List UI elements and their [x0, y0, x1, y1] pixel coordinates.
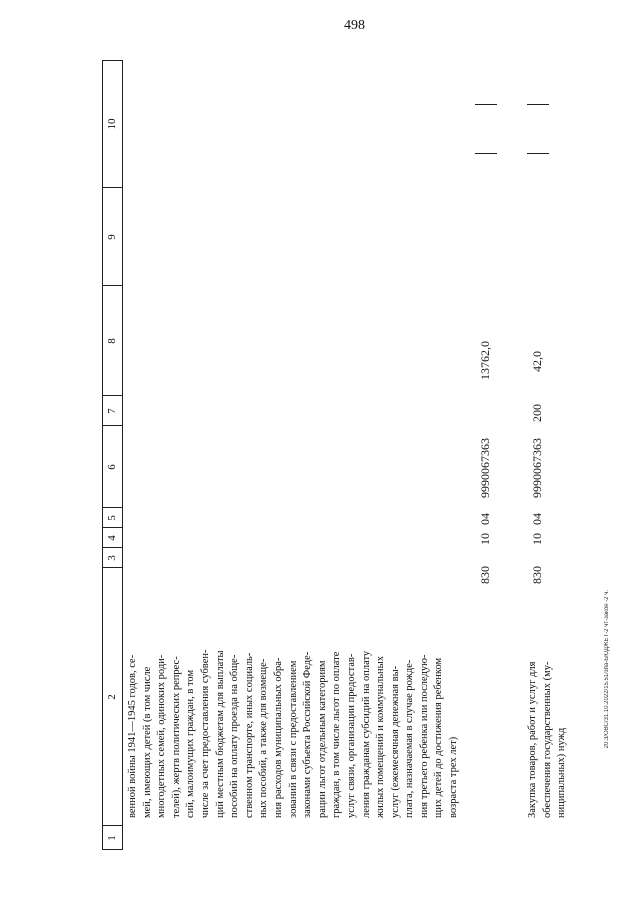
description-line: ления гражданам субсидий на оплату: [360, 650, 372, 818]
description-line: ниципальных) нужд: [556, 727, 568, 818]
description-line: ния расходов муниципальных обра-: [272, 657, 284, 818]
row-1-description: [126, 570, 462, 818]
column-header-2: 2: [106, 694, 118, 700]
description-line: рации льгот отдельным категориям: [316, 660, 328, 818]
description-line: плата, назначаемая в случае рожде-: [404, 659, 416, 818]
row-1-col-4: 10: [478, 533, 492, 545]
row-2-col-3: 830: [530, 566, 544, 584]
column-header-3: 3: [106, 555, 118, 561]
description-line: пособий на оплату проезда на обще-: [229, 654, 241, 818]
row-2-col-8: 42,0: [530, 351, 544, 372]
description-line: ных пособий, а также для возмеще-: [258, 658, 270, 818]
description-line: услуг связи, организации предостав-: [345, 653, 357, 818]
row-1-col-10-dash: [475, 104, 497, 105]
column-header-8: 8: [106, 338, 118, 344]
description-line: щих детей до достижения ребенком: [433, 657, 445, 818]
column-header-10: 10: [106, 118, 118, 130]
row-1-col-6: 9990067363: [478, 438, 492, 498]
description-line: числе за счет предоставления субвен-: [199, 649, 211, 818]
description-line: ственном транспорте, иных социаль-: [243, 652, 255, 818]
column-header-7: 7: [106, 408, 118, 414]
description-line: ций местным бюджетам для выплаты: [214, 650, 226, 818]
description-line: мей, имеющих детей (в том числе: [141, 666, 153, 818]
row-1-col-9-dash: [475, 153, 497, 154]
description-line: услуг (ежемесячная денежная вы-: [389, 665, 401, 818]
description-line: Закупка товаров, работ и услуг для: [527, 661, 538, 818]
description-line: телей), жертв политических репрес-: [170, 656, 182, 818]
description-line: обеспечения государственных (му-: [541, 661, 553, 818]
description-line: венной войны 1941—1945 годов, се-: [127, 654, 138, 818]
budget-table: [102, 60, 600, 850]
description-line: законами субъекта Российской Феде-: [302, 651, 314, 818]
footer-code: 20.3/ОВС/31.10.2022/15.51/зпа-БЮДЖЕТ-2 чт-закон -2 ч.: [604, 590, 610, 749]
row-1-col-8: 13762,0: [478, 341, 492, 380]
header-bottom-line: [122, 60, 123, 850]
row-2-col-7: 200: [530, 404, 544, 422]
row-2-col-6: 9990067363: [530, 438, 544, 498]
description-line: многодетных семей, одиноких роди-: [156, 654, 168, 818]
row-2-col-4: 10: [530, 533, 544, 545]
description-line: жилых помещений и коммунальных: [375, 656, 387, 818]
row-1-col-5: 04: [478, 513, 492, 525]
column-header-4: 4: [106, 535, 118, 541]
description-line: сий, малоимущих граждан, в том: [185, 669, 197, 818]
column-header-6: 6: [106, 464, 118, 470]
description-line: возраста трех лет): [448, 736, 460, 818]
row-2-description: [526, 570, 570, 818]
page-number: 498: [344, 18, 365, 33]
column-header-5: 5: [106, 515, 118, 521]
row-1-col-3: 830: [478, 566, 492, 584]
description-line: зований в связи с предоставлением: [287, 660, 299, 818]
column-header-9: 9: [106, 234, 118, 240]
column-header-1: 1: [106, 835, 118, 841]
description-line: граждан, в том числе льгот по оплате: [331, 651, 343, 818]
row-2-col-10-dash: [527, 104, 549, 105]
description-line: ния третьего ребенка или последую-: [418, 654, 430, 818]
row-2-col-5: 04: [530, 513, 544, 525]
row-2-col-9-dash: [527, 153, 549, 154]
